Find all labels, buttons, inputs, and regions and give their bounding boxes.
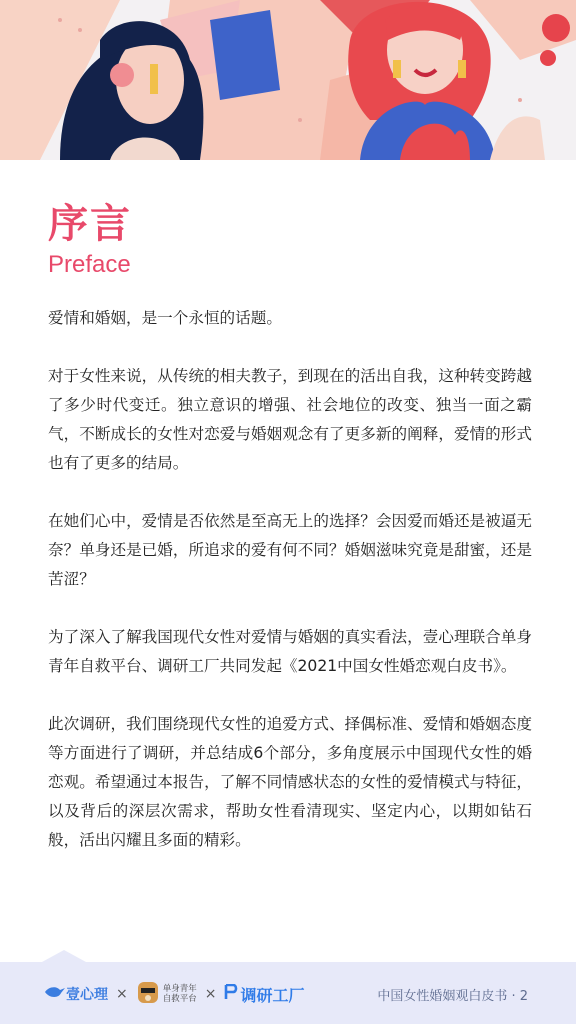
yixinli-logo-text: 壹心理 bbox=[66, 987, 108, 1003]
paragraph-1: 爱情和婚姻，是一个永恒的话题。 bbox=[48, 309, 282, 327]
preface-body bbox=[48, 304, 532, 884]
hero-illustration bbox=[0, 0, 576, 160]
bird-icon bbox=[44, 984, 66, 1004]
paragraph-4: 为了深入了解我国现代女性对爱情与婚姻的真实看法，壹心理联合单身青年自救平台、调研工厂共同发起《2021中国女性婚恋观白皮书》。 bbox=[48, 628, 532, 675]
danshen-logo-text bbox=[163, 984, 197, 1004]
p-letter-icon bbox=[224, 984, 238, 1004]
yixinli-logo bbox=[44, 984, 108, 1004]
danshen-logo-line1: 单身青年 bbox=[162, 984, 197, 994]
page-subtitle: Preface bbox=[48, 251, 131, 278]
danshen-logo bbox=[136, 979, 197, 1009]
partner-logos bbox=[44, 978, 305, 1010]
title-block bbox=[48, 200, 132, 280]
diaoyan-logo-text: 调研工厂 bbox=[240, 985, 305, 1005]
danshen-logo-line2: 自救平台 bbox=[162, 994, 197, 1004]
paragraph-2: 对于女性来说，从传统的相夫教子，到现在的活出自我，这种转变跨越了多少时代变迁。独立意识的增强、社会地位的改变、独当一面之霸气，不断成长的女性对恋爱与婚姻观念有了更多新的阐释，爱情的形式也有了更多的结局。 bbox=[48, 367, 532, 472]
diaoyan-logo bbox=[224, 983, 304, 1006]
document-title: 中国女性婚姻观白皮书 · 2 bbox=[377, 989, 528, 1004]
paragraph-5: 此次调研，我们围绕现代女性的追爱方式、择偶标准、爱情和婚姻态度等方面进行了调研，并总结成6个部分，多角度展示中国现代女性的婚恋观。希望通过本报告，了解不同情感状态的女性的爱情模式与特征，以及背后的深层次需求，帮助女性看清现实、坚定内心，以期如钻石般，活出闪耀且多面的精彩。 bbox=[48, 715, 532, 849]
logo-separator: × bbox=[204, 986, 217, 1002]
dog-icon bbox=[136, 979, 160, 1009]
footer-bar bbox=[0, 962, 576, 1024]
logo-separator: × bbox=[116, 986, 128, 1002]
paragraph-3: 在她们心中，爱情是否依然是至高无上的选择？会因爱而婚还是被逼无奈？单身还是已婚，所追求的爱有何不同？婚姻滋味究竟是甜蜜，还是苦涩？ bbox=[48, 512, 532, 588]
page-title: 序言 bbox=[48, 201, 132, 247]
footer-notch bbox=[42, 950, 86, 962]
